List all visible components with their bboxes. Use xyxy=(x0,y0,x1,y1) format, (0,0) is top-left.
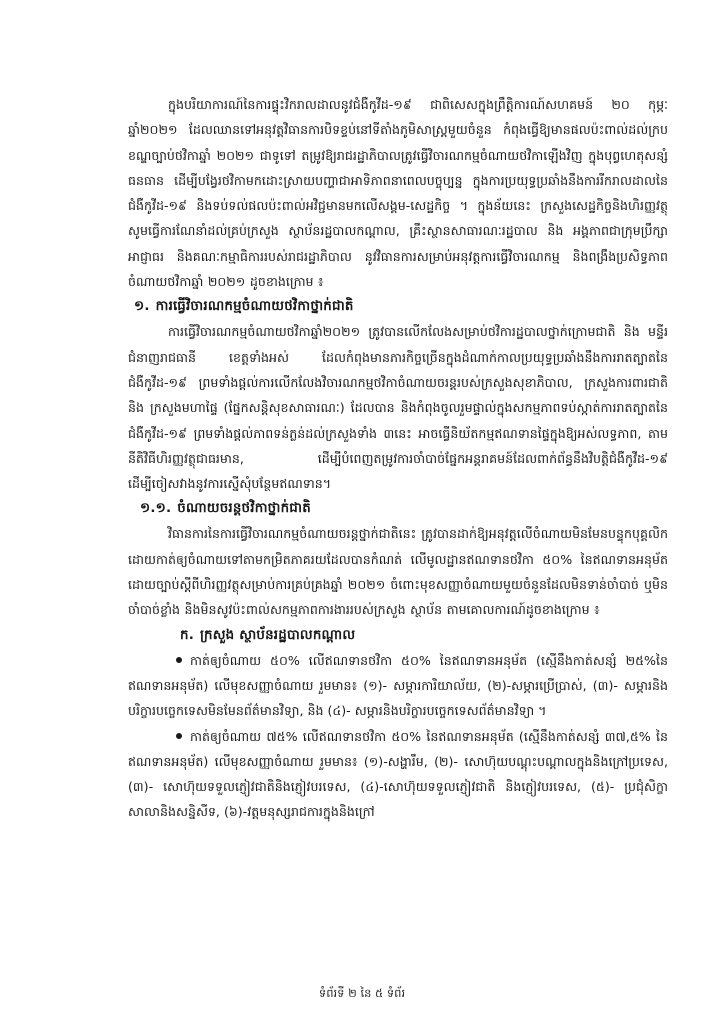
page-footer: ទំព័រទី ២ នៃ ៥ ទំព័រ xyxy=(318,986,406,1000)
section-1-1-paragraph: វិធានការនៃការធ្វើវិចារណកម្មចំណាយចរន្តថ្នាក់ជាតិនេះ ត្រូវបានដាក់ឱ្យអនុវត្តលើចំណាយមិនមែនបន្ទុកបុគ្គលិក ដោយកាត់ឲ្យចំណាយទៅតាមកម្រិតភាគរយដែលបានកំណត់ លើមូលដ្ឋានឥណទានថវិកា ៥០% នៃឥណទានអនុម័តដោយច្បាប់ស្តីពីហិរញ្ញវត្ថុសម្រាប់ការគ្រប់គ្រងឆ្នាំ ២០២១ ចំពោះមុខសញ្ញាចំណាយមួយចំនួនដែលមិនទាន់ចាំបាច់ ឬមិនចាំបាច់ខ្លាំង និងមិនសូវប៉ះពាល់សកម្មភាពការងាររបស់ក្រសួង ស្ថាប័ន តាមគោលការណ៍ដូចខាងក្រោម ៖ xyxy=(128,526,668,618)
section-1-paragraph: ការធ្វើវិចារណកម្មចំណាយថវិកាឆ្នាំ២០២១ ត្រូវបានលើកលែងសម្រាប់ថវិការដ្ឋបាលថ្នាក់ក្រោមជាតិ និង មន្ទីរជំនាញរាជធានី ខេត្តទាំងអស់ ដែលកំពុងមានភារកិច្ចច្រើនក្នុងដំណាក់កាលប្រយុទ្ធប្រឆាំងនឹងការរាតត្បាតនៃជំងឺកូវីដ-១៩ ព្រមទាំងផ្តល់ការលើកលែងវិចារណកម្មថវិកាចំណាយចរន្តរបស់ក្រសួងសុខាភិបាល, ក្រសួងការពារជាតិ និង ក្រសួងមហាផ្ទៃ (ផ្នែកសន្តិសុខសាធារណៈ) ដែលបាន និងកំពុងចូលរួមផ្ទាល់ក្នុងសកម្មភាពទប់ស្កាត់ការរាតត្បាតនៃជំងឺកូវីដ-១៩ ព្រមទាំងផ្តល់ភាពទន់ភ្លន់ដល់ក្រសួងទាំង ៣នេះ អាចធ្វើនិយ័តកម្មឥណទានផ្ទៃក្នុងឱ្យអស់លទ្ធភាព, តាមនីតិវិធីហិរញ្ញវត្ថុជាធរមាន, ដើម្បីបំពេញតម្រូវការចាំបាច់ផ្នែកអន្តរាគមន៍ដែលពាក់ព័ន្ធនឹងវិបត្តិជំងឺកូវីដ-១៩ ដើម្បីចៀសវាងនូវការស្នើសុំបន្ថែមឥណទាន។ xyxy=(128,324,668,492)
section-1-1-number: ១.១. xyxy=(140,501,172,517)
bullet-item-1-text: កាត់ឲ្យចំណាយ ៥០% លើឥណទានថវិកា ៥០% នៃឥណទានអនុម័ត (ស្មើនឹងកាត់សន្សំ ២៥%នៃឥណទានអនុម័ត) លើមុខសញ្ញាចំណាយ រួមមាន៖ (១)- សម្ភារការិយាល័យ, (២)-សម្ភារប្រើប្រាស់, (៣)- សម្ភារនិងបរិក្ខារបច្ចេកទេសមិនមែនព័ត៌មានវិទ្យា, និង (៤)- សម្ភារនិងបរិក្ខារបច្ចេកទេសព័ត៌មានវិទ្យា ។ xyxy=(128,652,668,719)
bullet-item-2-text: កាត់ឲ្យចំណាយ ៧៥% លើឥណទានថវិកា ៥០% នៃឥណទានអនុម័ត (ស្មើនឹងកាត់សន្សំ ៣៧,៥% នៃឥណទានអនុម័ត) លើមុខសញ្ញាចំណាយ រួមមាន៖ (១)-សង្ហារឹម, (២)- សោហ៊ុយបណ្តុះបណ្តាលក្នុងនិងក្រៅប្រទេស, (៣)- សោហ៊ុយទទួលភ្ញៀវជាតិនិងភ្ញៀវបរទេស, (៤)-សោហ៊ុយទទួលភ្ញៀវជាតិ និងភ្ញៀវបរទេស, (៥)- ប្រជុំសិក្ខាសាលានិងសន្និសីទ, (៦)-វត្តមនុស្សរាជការក្នុងនិងក្រៅ xyxy=(128,728,668,820)
subsection-ka-number: ក. xyxy=(180,627,194,643)
subsection-ka-title: ក្រសួង ស្ថាប័នរដ្ឋបាលកណ្តាល xyxy=(200,627,356,643)
bullet-item-1 xyxy=(128,648,668,724)
section-1-number: ១. xyxy=(134,299,150,315)
section-1-1-heading xyxy=(140,496,668,521)
bullet-dot-icon xyxy=(176,657,182,663)
bullet-item-2 xyxy=(128,724,668,825)
section-1-1-title: ចំណាយចរន្តថវិកាថ្នាក់ជាតិ xyxy=(177,501,311,517)
subsection-ka-heading xyxy=(180,623,668,648)
document-body xyxy=(128,92,668,825)
section-1-title: ការធ្វើវិចារណកម្មចំណាយថវិកាថ្នាក់ជាតិ xyxy=(155,299,354,315)
section-1-heading xyxy=(134,294,668,319)
intro-paragraph: ក្នុងបរិយាការណ៍នៃការផ្ទុះវិករាលដាលនូវជំងឺកូវីដ-១៩ ជាពិសេសក្នុងព្រឹត្តិការណ៍សហគមន៍ ២០ កុម្ភៈ ឆ្នាំ២០២១ ដែលឈានទៅអនុវត្តវិធានការបិទខ្ទប់នៅទីតាំងភូមិសាស្ត្រមួយចំនួន កំពុងធ្វើឱ្យមានផលប៉ះពាល់ដល់ក្របខណ្ឌច្បាប់ថវិកាឆ្នាំ ២០២១ ជាទូទៅ តម្រូវឱ្យរាជរដ្ឋាភិបាលត្រូវធ្វើវិចារណកម្មចំណាយថវិកាឡើងវិញ ក្នុងបុព្វហេតុសន្សំធនធាន ដើម្បីបង្វែរថវិកាមកដោះស្រាយបញ្ហាជាអាទិភាពនាពេលបច្ចុប្បន្ន ក្នុងការប្រយុទ្ធប្រឆាំងនឹងការរីករាលដាលនៃជំងឺកូវីដ-១៩ និងទប់ទល់ផលប៉ះពាល់អវិជ្ជមានមកលើសង្គម-សេដ្ឋកិច្ច ។ ក្នុងន័យនេះ ក្រសួងសេដ្ឋកិច្ចនិងហិរញ្ញវត្ថុ សូមធ្វើការណែនាំដល់គ្រប់ក្រសួង ស្ថាប័នរដ្ឋបាលកណ្តាល, គ្រឹះស្ថានសាធារណៈរដ្ឋបាល និង អង្គភាពជាក្រុមប្រឹក្សា អាជ្ញាធរ និងគណៈកម្មាធិការរបស់រាជរដ្ឋាភិបាល នូវវិធានការសម្រាប់អនុវត្តការធ្វើវិចារណកម្ម និងពង្រឹងប្រសិទ្ធភាពចំណាយថវិកាឆ្នាំ ២០២១ ដូចខាងក្រោម ៖ xyxy=(128,97,668,290)
bullet-dot-icon xyxy=(176,733,182,739)
